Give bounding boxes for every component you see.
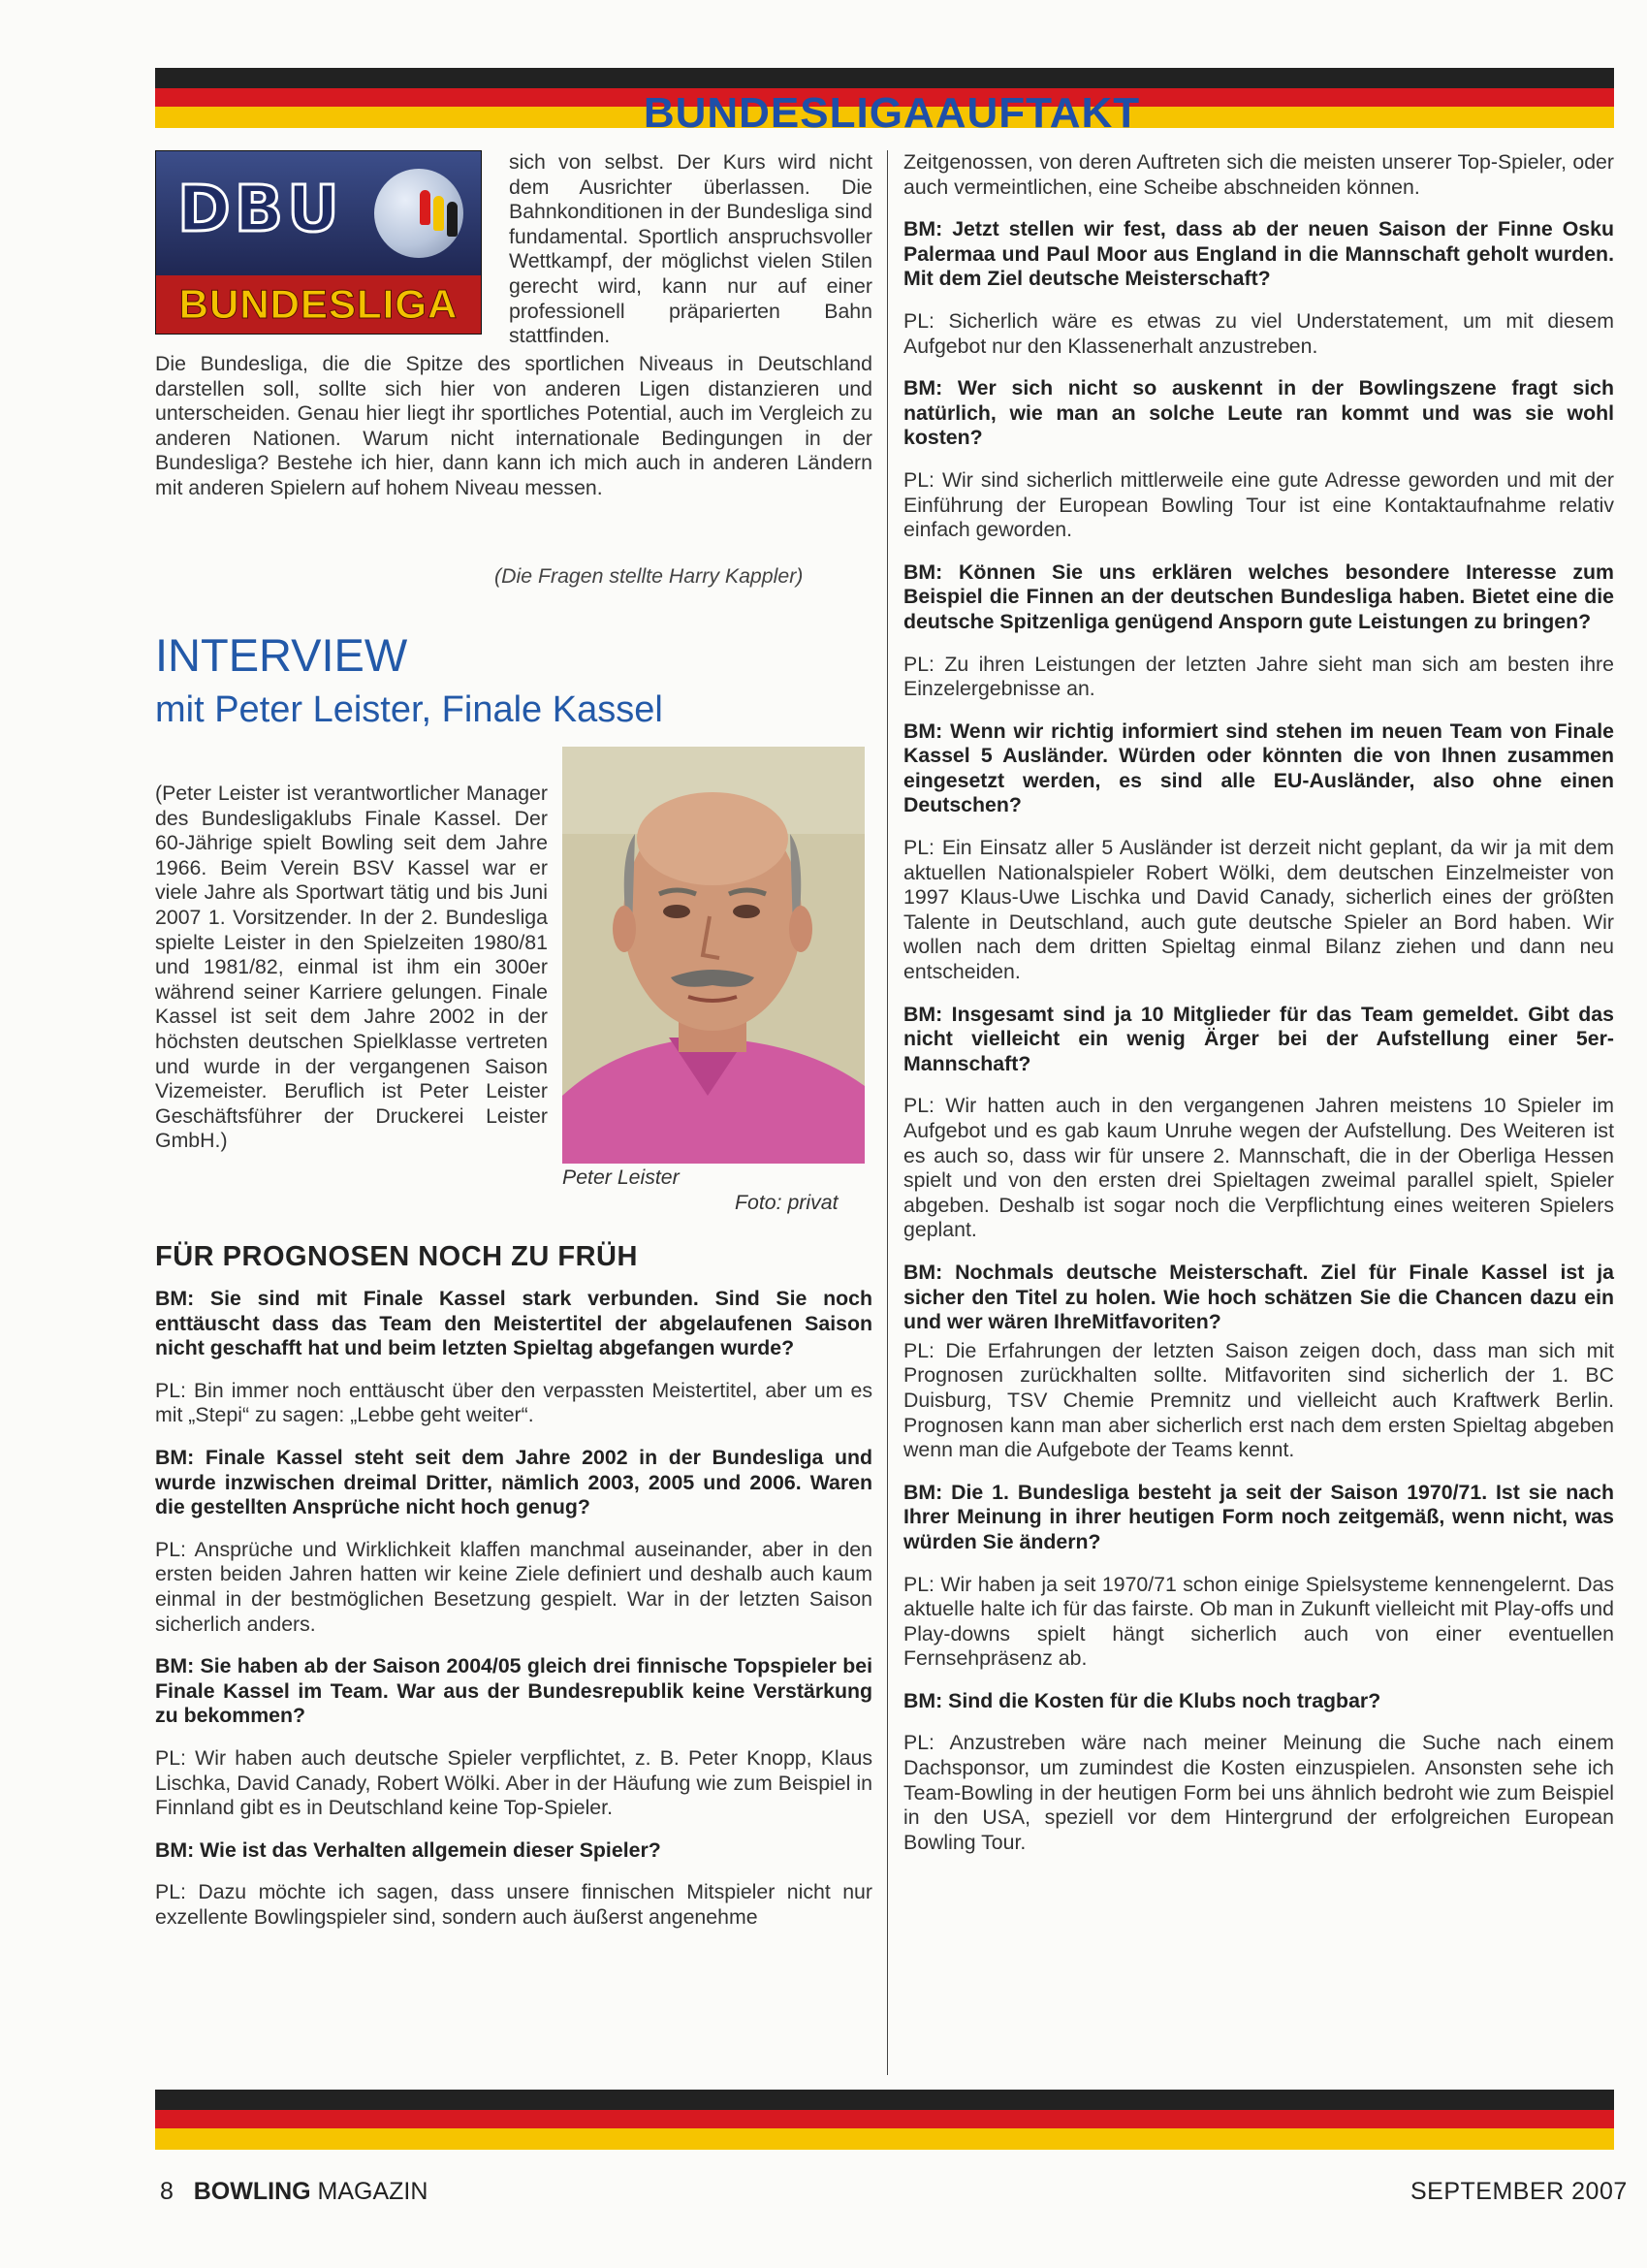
answer-text: Zeitgenossen, von deren Auftreten sich die meisten unserer Top-Spieler, oder auch vermeintlichen, eine Scheibe abschneiden können.	[903, 150, 1614, 199]
bowling-pin-icon	[433, 196, 444, 231]
interview-title: INTERVIEW	[155, 629, 408, 681]
logo-bundesliga-band: BUNDESLIGA	[156, 275, 481, 334]
questions-credit: (Die Fragen stellte Harry Kappler)	[494, 564, 804, 588]
question-text: BM: Können Sie uns erklären welches besondere Interesse zum Beispiel die Finnen an der deutschen Bundesliga haben. Bietet eine die deutsche Spitzenliga genügend Ansporn gute Leistungen zu bringen?	[903, 559, 1614, 633]
answer-text: PL: Dazu möchte ich sagen, dass unsere finnischen Mitspieler nicht nur exzellente Bowlingspieler sind, sondern auch äußerst angenehme	[155, 1880, 872, 1929]
intro-wrap-text	[509, 150, 872, 349]
answer-text: PL: Sicherlich wäre es etwas zu viel Understatement, um mit diesem Aufgebot nur den Klassenerhalt anzustreben.	[903, 308, 1614, 358]
intro-paragraph-part1: sich von selbst. Der Kurs wird nicht dem Ausrichter überlassen. Die Bahnkonditionen in der Bundesliga sind fundamental. Sportlich anspruchsvoller Wettkampf, der möglichst vielen Stilen gerecht wird, kann nur auf einer professionell präparierten Bahn stattfinden.	[509, 150, 872, 348]
interviewee-bio: (Peter Leister ist verantwortlicher Manager des Bundesligaklubs Finale Kassel. Der 60-Jährige spielt Bowling seit dem Jahre 1966. Beim Verein BSV Kassel war er viele Jahre als Sportwart tätig und bis Juni 2007 1. Vorsitzender. In der 2. Bundesliga spielte Leister in den Spielzeiten 1980/81 und 1981/82, einmal ist ihm ein 300er während seiner Karriere gelungen. Finale Kassel ist seit dem Jahre 2002 in der höchsten deutschen Spielklasse vertreten und wurde in der vergangenen Saison Vizemeister. Beruflich ist Peter Leister Geschäftsführer der Druckerei Leister GmbH.)	[155, 782, 548, 1153]
issue-date: SEPTEMBER 2007	[1410, 2178, 1628, 2205]
right-column-qa	[903, 150, 1614, 1872]
intro-full-text	[155, 352, 872, 501]
question-text: BM: Wer sich nicht so auskennt in der Bowlingszene fragt sich natürlich, wie man an solche Leute ran kommt und was sie wohl kosten?	[903, 376, 1614, 450]
left-column-qa	[155, 1287, 872, 1947]
bowling-pin-icon	[420, 190, 430, 225]
question-text: BM: Nochmals deutsche Meisterschaft. Ziel für Finale Kassel ist ja sicher den Titel zu holen. Wie hoch schätzen Sie die Chancen dazu ein und wer wären IhreMitfavoriten?	[903, 1260, 1614, 1334]
photo-credit: Foto: privat	[735, 1191, 839, 1214]
answer-text: PL: Ansprüche und Wirklichkeit klaffen manchmal auseinander, aber in den ersten beiden Jahren hatten wir keine Ziele definiert und deshalb auch kaum einmal in der bestmöglichen Besetzung gespielt. War in der letzten Saison sicherlich anders.	[155, 1537, 872, 1636]
footer-page-info	[160, 2178, 428, 2206]
flag-stripe-black-bottom	[155, 2090, 1614, 2110]
answer-text: PL: Bin immer noch enttäuscht über den verpassten Meistertitel, aber um es mit „Stepi“ zu sagen: „Lebbe geht weiter“.	[155, 1378, 872, 1427]
interview-subtitle: mit Peter Leister, Finale Kassel	[155, 689, 663, 730]
section-subheading: FÜR PROGNOSEN NOCH ZU FRÜH	[155, 1241, 638, 1272]
question-text: BM: Sie sind mit Finale Kassel stark verbunden. Sind Sie noch enttäuscht dass das Team den Meistertitel der abgelaufenen Saison nicht geschafft hat und beim letzten Spieltag abgefangen wurde?	[155, 1287, 872, 1360]
answer-text: PL: Zu ihren Leistungen der letzten Jahre sieht man sich am besten ihre Einzelergebnisse an.	[903, 652, 1614, 701]
answer-text: PL: Wir hatten auch in den vergangenen Jahren meistens 10 Spieler im Aufgebot und es gab kaum Unruhe wegen der Aufstellung. Des Weiteren ist es auch so, dass wir für unsere 2. Mannschaft, die in der Oberliga Hessen spielt und von den ersten drei Spieltagen zweimal parallel spielt, Spieler abgeben. Deshalb ist sogar noch die Verpflichtung eines weiteren Spielers geplant.	[903, 1094, 1614, 1242]
question-text: BM: Die 1. Bundesliga besteht ja seit der Saison 1970/71. Ist sie nach Ihrer Meinung in ihrer heutigen Form noch zeitgemäß, wenn nicht, was würden Sie ändern?	[903, 1480, 1614, 1553]
question-text: BM: Wie ist das Verhalten allgemein dieser Spieler?	[155, 1837, 661, 1862]
answer-text: PL: Anzustreben wäre nach meiner Meinung die Suche nach einem Dachsponsor, um zumindest die Kosten einzuspielen. Ansonsten sehe ich Team-Bowling in der heutigen Form bei uns ähnlich bedroht wie zum Beispiel in den USA, speziell vor dem Hintergrund der erfolgreichen European Bowling Tour.	[903, 1731, 1614, 1854]
question-text: BM: Sind die Kosten für die Klubs noch tragbar?	[903, 1688, 1381, 1712]
magazine-name-bold: BOWLING	[193, 2178, 311, 2205]
logo-dbu-text: DBU	[177, 172, 343, 246]
flag-stripe-black-top	[155, 68, 1614, 88]
flag-stripe-red-bottom	[155, 2110, 1614, 2128]
flag-stripe-gold-bottom	[155, 2128, 1614, 2150]
intro-paragraph-part2: Die Bundesliga, die die Spitze des sportlichen Niveaus in Deutschland darstellen soll, sollte sich hier von anderen Ligen distanzieren und unterscheiden. Genau hier liegt ihr sportliches Potential, auch im Vergleich zu anderen Nationen. Warum nicht internationale Bedingungen in der Bundesliga? Bestehe ich hier, dann kann ich mich auch in anderen Ländern mit anderen Spielern auf hohem Niveau messen.	[155, 352, 872, 499]
answer-text: PL: Wir sind sicherlich mittlerweile eine gute Adresse geworden und mit der Einführung der European Bowling Tour ist eine Kontaktaufnahme relativ einfach geworden.	[903, 467, 1614, 542]
answer-text: PL: Die Erfahrungen der letzten Saison zeigen doch, dass man sich mit Prognosen zurückhalten sollte. Mitfavoriten sind sicherlich der 1. BC Duisburg, TSV Chemie Premnitz und vielleicht auch Kraftwerk Berlin. Prognosen kann man aber sicherlich erst nach dem ersten Spieltag abgeben wenn man die Aufgebote der Teams kennt.	[903, 1338, 1614, 1462]
section-banner: BUNDESLIGAAUFTAKT	[643, 89, 1141, 137]
dbu-bundesliga-logo	[155, 150, 482, 335]
answer-text: PL: Wir haben ja seit 1970/71 schon einige Spielsysteme kennengelernt. Das aktuelle halte ich für das fairste. Ob man in Zukunft vielleicht mit Play-offs und Play-downs spielt hängt sicherlich auch von einer eventuellen Fernsehpräsenz ab.	[903, 1572, 1614, 1671]
question-text: BM: Wenn wir richtig informiert sind stehen im neuen Team von Finale Kassel 5 Ausländer. Würden oder könnten die von Ihnen zusammen eingesetzt werden, es sind alle EU-Ausländer, also ohne einen Deutschen?	[903, 719, 1614, 817]
magazine-name-rest: MAGAZIN	[317, 2178, 428, 2205]
answer-text: PL: Ein Einsatz aller 5 Ausländer ist derzeit nicht geplant, da wir ja mit dem aktuellen Nationalspieler Robert Wölki, dem deutschen Einzelmeister von 1997 Klaus-Uwe Lischka und David Canady, sicherlich eines der größten Talente in Deutschland, auch gute deutsche Spieler an Bord haben. Wir wollen nach dem dritten Spieltag einmal Bilanz ziehen und dann neu entscheiden.	[903, 836, 1614, 984]
photo-caption: Peter Leister	[562, 1166, 680, 1189]
peter-leister-photo	[562, 747, 865, 1164]
bowling-pin-icon	[447, 202, 458, 237]
column-divider	[887, 150, 888, 2075]
question-text: BM: Finale Kassel steht seit dem Jahre 2002 in der Bundesliga und wurde inzwischen dreimal Dritter, nämlich 2003, 2005 und 2006. Waren die gestellten Ansprüche nicht hoch genug?	[155, 1445, 872, 1519]
answer-text: PL: Wir haben auch deutsche Spieler verpflichtet, z. B. Peter Knopp, Klaus Lischka, David Canady, Robert Wölki. Aber in der Häufung wie zum Beispiel in Finnland gibt es in Deutschland keine Top-Spieler.	[155, 1745, 872, 1820]
question-text: BM: Insgesamt sind ja 10 Mitglieder für das Team gemeldet. Gibt das nicht vielleicht ein wenig Ärger bei der Aufstellung einer 5er-Mannschaft?	[903, 1002, 1614, 1075]
page-number: 8	[160, 2178, 174, 2205]
question-text: BM: Jetzt stellen wir fest, dass ab der neuen Saison der Finne Osku Palermaa und Paul Moor aus England in die Mannschaft geholt wurden. Mit dem Ziel deutsche Meisterschaft?	[903, 217, 1614, 291]
question-text: BM: Sie haben ab der Saison 2004/05 gleich drei finnische Topspieler bei Finale Kassel im Team. War aus der Bundesrepublik keine Verstärkung zu bekommen?	[155, 1654, 872, 1728]
